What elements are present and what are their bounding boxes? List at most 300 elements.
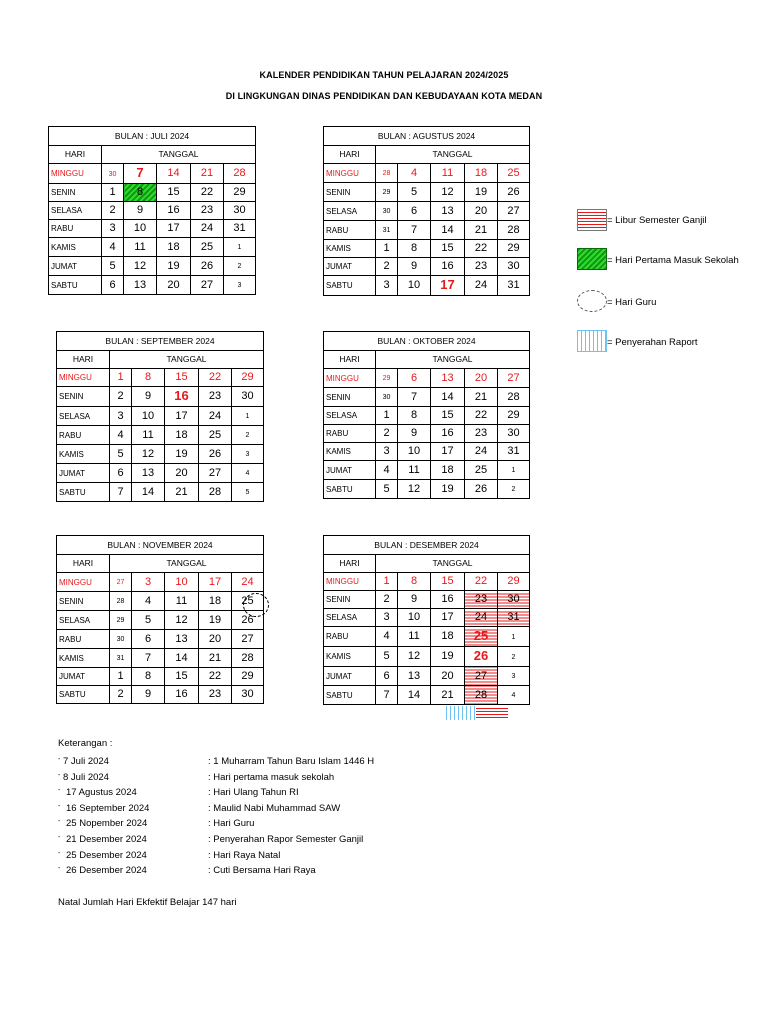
bullet: - <box>58 834 61 841</box>
date-cell: 9 <box>124 202 157 220</box>
bullet: - <box>58 787 61 795</box>
date-cell: 29 <box>232 668 264 686</box>
footer-note: Natal Jumlah Hari Ekfektif Belajar 147 hari <box>58 897 237 908</box>
date-cell: 10 <box>398 443 431 461</box>
date-cell: 26 <box>191 257 224 276</box>
month-header: BULAN : NOVEMBER 2024 <box>57 536 264 555</box>
day-name: JUMAT <box>324 667 376 686</box>
tanggal-header: TANGGAL <box>110 351 264 369</box>
date-cell: 15 <box>157 184 191 202</box>
date-cell: 13 <box>431 369 465 388</box>
date-cell: 14 <box>398 686 431 705</box>
date-cell: 22 <box>465 240 498 258</box>
date-cell: 8 <box>124 184 157 202</box>
date-cell: 21 <box>465 388 498 407</box>
date-cell: 1 <box>110 668 132 686</box>
date-cell: 2 <box>110 387 132 407</box>
date-cell: 23 <box>465 425 498 443</box>
date-cell: 23 <box>465 591 498 609</box>
day-name: SABTU <box>57 686 110 704</box>
date-cell: 30 <box>110 630 132 649</box>
day-name: MINGGU <box>324 369 376 388</box>
date-cell: 29 <box>376 183 398 202</box>
bullet: - <box>58 818 61 826</box>
month-header: BULAN : DESEMBER 2024 <box>324 536 530 555</box>
day-name: JUMAT <box>57 668 110 686</box>
date-cell: 22 <box>465 573 498 591</box>
date-cell: 26 <box>199 445 232 464</box>
day-name: SELASA <box>49 202 102 220</box>
note-desc: : Maulid Nabi Muhammad SAW <box>208 802 341 814</box>
calendar-agustus <box>323 126 530 296</box>
date-cell: 23 <box>199 686 232 704</box>
day-name: KAMIS <box>49 238 102 257</box>
date-cell: 30 <box>102 164 124 184</box>
date-cell: 31 <box>224 220 256 238</box>
day-name: JUMAT <box>324 258 376 276</box>
date-cell: 6 <box>398 369 431 388</box>
date-cell: 23 <box>199 387 232 407</box>
date-cell: 26 <box>465 480 498 499</box>
date-cell: 4 <box>132 592 165 611</box>
date-cell: 30 <box>224 202 256 220</box>
date-cell: 21 <box>199 649 232 668</box>
note-date: 25 Nopember 2024 <box>66 818 148 830</box>
date-cell: 12 <box>398 480 431 499</box>
date-cell: 13 <box>431 202 465 221</box>
hari-header: HARI <box>324 555 376 573</box>
date-cell: 15 <box>431 240 465 258</box>
date-cell: 27 <box>110 573 132 592</box>
bullet: - <box>58 756 61 763</box>
bullet: - <box>58 771 61 779</box>
date-cell: 20 <box>465 369 498 388</box>
date-cell: 31 <box>498 609 530 627</box>
calendar-juli <box>48 126 256 295</box>
date-cell: 7 <box>124 164 157 184</box>
date-cell: 28 <box>199 483 232 502</box>
day-name: SABTU <box>324 686 376 705</box>
date-cell: 4 <box>498 686 530 705</box>
note-date: 7 Juli 2024 <box>63 756 109 767</box>
hari-header: HARI <box>57 555 110 573</box>
date-cell: 16 <box>157 202 191 220</box>
date-cell: 18 <box>199 592 232 611</box>
date-cell: 15 <box>431 407 465 425</box>
date-cell: 12 <box>398 647 431 667</box>
bullet: - <box>58 849 61 857</box>
legend-masuk: = Hari Pertama Masuk Sekolah <box>607 255 739 266</box>
date-cell: 29 <box>110 611 132 630</box>
date-cell: 21 <box>465 221 498 240</box>
date-cell: 2 <box>376 591 398 609</box>
date-cell: 20 <box>431 667 465 686</box>
date-cell: 20 <box>165 464 199 483</box>
note-desc: : 1 Muharram Tahun Baru Islam 1446 H <box>208 756 375 767</box>
date-cell: 27 <box>232 630 264 649</box>
day-name: KAMIS <box>324 443 376 461</box>
libur-swatch <box>577 209 607 231</box>
date-cell: 9 <box>132 387 165 407</box>
tanggal-header: TANGGAL <box>376 555 530 573</box>
date-cell: 1 <box>110 369 132 387</box>
date-cell: 5 <box>398 183 431 202</box>
tanggal-header: TANGGAL <box>376 351 530 369</box>
date-cell: 25 <box>465 461 498 480</box>
raport-mark <box>443 706 475 720</box>
date-cell: 21 <box>191 164 224 184</box>
date-cell: 2 <box>110 686 132 704</box>
month-header: BULAN : AGUSTUS 2024 <box>324 127 530 146</box>
date-cell: 16 <box>165 686 199 704</box>
date-cell: 15 <box>431 573 465 591</box>
date-cell: 18 <box>157 238 191 257</box>
date-cell: 27 <box>465 667 498 686</box>
date-cell: 19 <box>431 647 465 667</box>
date-cell: 8 <box>132 668 165 686</box>
date-cell: 13 <box>132 464 165 483</box>
date-cell: 3 <box>376 609 398 627</box>
note-desc: : Cuti Bersama Hari Raya <box>208 865 316 877</box>
hari-guru-circle-icon <box>243 593 269 617</box>
day-name: RABU <box>57 630 110 649</box>
day-name: SELASA <box>324 407 376 425</box>
date-cell: 30 <box>498 258 530 276</box>
date-cell: 2 <box>498 647 530 667</box>
date-cell: 22 <box>199 668 232 686</box>
date-cell: 19 <box>199 611 232 630</box>
hari-header: HARI <box>324 351 376 369</box>
day-name: KAMIS <box>324 240 376 258</box>
date-cell: 28 <box>376 164 398 183</box>
legend-guru: = Hari Guru <box>607 297 657 308</box>
date-cell: 17 <box>431 443 465 461</box>
date-cell: 3 <box>110 407 132 426</box>
date-cell: 16 <box>431 591 465 609</box>
note-date: 16 September 2024 <box>66 802 150 814</box>
legend-raport: = Penyerahan Raport <box>607 337 698 348</box>
date-cell: 30 <box>232 686 264 704</box>
keterangan-heading: Keterangan : <box>58 738 113 749</box>
date-cell: 4 <box>232 464 264 483</box>
date-cell: 28 <box>110 592 132 611</box>
day-name: JUMAT <box>324 461 376 480</box>
date-cell: 12 <box>431 183 465 202</box>
date-cell: 17 <box>431 609 465 627</box>
date-cell: 9 <box>398 591 431 609</box>
date-cell: 22 <box>191 184 224 202</box>
day-name: SENIN <box>324 388 376 407</box>
date-cell: 26 <box>232 611 264 630</box>
calendar-november <box>56 535 264 704</box>
date-cell: 20 <box>465 202 498 221</box>
date-cell: 1 <box>498 461 530 480</box>
date-cell: 10 <box>132 407 165 426</box>
note-date: 25 Desember 2024 <box>66 849 147 861</box>
date-cell: 29 <box>498 407 530 425</box>
date-cell: 29 <box>376 369 398 388</box>
day-name: RABU <box>49 220 102 238</box>
date-cell: 1 <box>102 184 124 202</box>
date-cell: 1 <box>376 573 398 591</box>
date-cell: 6 <box>102 276 124 295</box>
date-cell: 5 <box>376 480 398 499</box>
date-cell: 11 <box>132 426 165 445</box>
date-cell: 1 <box>232 407 264 426</box>
date-cell: 29 <box>224 184 256 202</box>
date-cell: 13 <box>398 667 431 686</box>
day-name: SABTU <box>324 480 376 499</box>
day-name: KAMIS <box>57 445 110 464</box>
date-cell: 30 <box>232 387 264 407</box>
date-cell: 1 <box>376 407 398 425</box>
date-cell: 19 <box>465 183 498 202</box>
date-cell: 18 <box>431 461 465 480</box>
date-cell: 3 <box>376 276 398 296</box>
date-cell: 7 <box>110 483 132 502</box>
date-cell: 27 <box>498 202 530 221</box>
date-cell: 4 <box>110 426 132 445</box>
date-cell: 2 <box>232 426 264 445</box>
note-desc: : Hari Raya Natal <box>208 849 281 861</box>
date-cell: 6 <box>110 464 132 483</box>
date-cell: 25 <box>191 238 224 257</box>
day-name: RABU <box>324 221 376 240</box>
bullet: - <box>58 865 61 873</box>
note-date: 26 Desember 2024 <box>66 865 147 877</box>
date-cell: 30 <box>376 202 398 221</box>
date-cell: 3 <box>132 573 165 592</box>
date-cell: 5 <box>232 483 264 502</box>
date-cell: 9 <box>398 425 431 443</box>
bullet: - <box>58 802 61 810</box>
date-cell: 16 <box>431 258 465 276</box>
day-name: RABU <box>57 426 110 445</box>
day-name: KAMIS <box>324 647 376 667</box>
day-name: RABU <box>324 425 376 443</box>
day-name: MINGGU <box>57 369 110 387</box>
calendar-desember <box>323 535 530 705</box>
day-name: RABU <box>324 627 376 647</box>
day-name: SENIN <box>324 183 376 202</box>
date-cell: 12 <box>132 445 165 464</box>
date-cell: 2 <box>498 480 530 499</box>
date-cell: 19 <box>431 480 465 499</box>
hari-header: HARI <box>49 146 102 164</box>
date-cell: 25 <box>465 627 498 647</box>
date-cell: 6 <box>376 667 398 686</box>
date-cell: 14 <box>431 221 465 240</box>
date-cell: 18 <box>431 627 465 647</box>
day-name: SABTU <box>57 483 110 502</box>
calendar-oktober <box>323 331 530 499</box>
date-cell: 2 <box>102 202 124 220</box>
date-cell: 23 <box>465 258 498 276</box>
date-cell: 7 <box>398 221 431 240</box>
date-cell: 7 <box>132 649 165 668</box>
date-cell: 10 <box>398 609 431 627</box>
date-cell: 17 <box>157 220 191 238</box>
date-cell: 8 <box>132 369 165 387</box>
date-cell: 19 <box>165 445 199 464</box>
day-name: MINGGU <box>324 164 376 183</box>
date-cell: 16 <box>165 387 199 407</box>
date-cell: 18 <box>165 426 199 445</box>
date-cell: 10 <box>398 276 431 296</box>
day-name: SENIN <box>57 387 110 407</box>
date-cell: 5 <box>110 445 132 464</box>
date-cell: 29 <box>498 240 530 258</box>
date-cell: 17 <box>431 276 465 296</box>
date-cell: 1 <box>376 240 398 258</box>
date-cell: 17 <box>199 573 232 592</box>
date-cell: 26 <box>465 647 498 667</box>
date-cell: 29 <box>232 369 264 387</box>
date-cell: 6 <box>132 630 165 649</box>
date-cell: 8 <box>398 407 431 425</box>
date-cell: 24 <box>199 407 232 426</box>
note-desc: : Hari pertama masuk sekolah <box>208 771 335 783</box>
date-cell: 25 <box>498 164 530 183</box>
date-cell: 5 <box>132 611 165 630</box>
date-cell: 27 <box>191 276 224 295</box>
date-cell: 11 <box>124 238 157 257</box>
date-cell: 4 <box>102 238 124 257</box>
hari-header: HARI <box>57 351 110 369</box>
tanggal-header: TANGGAL <box>376 146 530 164</box>
note-date: 8 Juli 2024 <box>63 771 109 783</box>
date-cell: 14 <box>157 164 191 184</box>
date-cell: 11 <box>398 627 431 647</box>
day-name: SELASA <box>324 609 376 627</box>
day-name: SELASA <box>57 611 110 630</box>
date-cell: 30 <box>498 425 530 443</box>
date-cell: 27 <box>498 369 530 388</box>
date-cell: 24 <box>232 573 264 592</box>
date-cell: 21 <box>431 686 465 705</box>
date-cell: 17 <box>165 407 199 426</box>
date-cell: 3 <box>102 220 124 238</box>
day-name: SENIN <box>49 184 102 202</box>
date-cell: 10 <box>124 220 157 238</box>
date-cell: 24 <box>465 609 498 627</box>
date-cell: 12 <box>124 257 157 276</box>
date-cell: 6 <box>398 202 431 221</box>
date-cell: 14 <box>165 649 199 668</box>
date-cell: 10 <box>165 573 199 592</box>
date-cell: 23 <box>191 202 224 220</box>
date-cell: 7 <box>376 686 398 705</box>
date-cell: 15 <box>165 668 199 686</box>
raport-swatch <box>577 330 607 352</box>
date-cell: 2 <box>376 425 398 443</box>
date-cell: 25 <box>199 426 232 445</box>
date-cell: 9 <box>132 686 165 704</box>
date-cell: 25 <box>232 592 264 611</box>
note-desc: : Penyerahan Rapor Semester Ganjil <box>208 834 364 845</box>
date-cell: 18 <box>465 164 498 183</box>
date-cell: 5 <box>376 647 398 667</box>
document-subtitle: DI LINGKUNGAN DINAS PENDIDIKAN DAN KEBUDAYAAN KOTA MEDAN <box>225 91 543 101</box>
day-name: JUMAT <box>49 257 102 276</box>
date-cell: 3 <box>224 276 256 295</box>
masuk-swatch <box>577 248 607 270</box>
date-cell: 27 <box>199 464 232 483</box>
date-cell: 24 <box>465 443 498 461</box>
day-name: MINGGU <box>324 573 376 591</box>
libur-mark <box>476 706 508 718</box>
date-cell: 3 <box>498 667 530 686</box>
date-cell: 9 <box>398 258 431 276</box>
date-cell: 7 <box>398 388 431 407</box>
date-cell: 14 <box>431 388 465 407</box>
date-cell: 28 <box>498 221 530 240</box>
hari-header: HARI <box>324 146 376 164</box>
date-cell: 20 <box>157 276 191 295</box>
document-title: KALENDER PENDIDIKAN TAHUN PELAJARAN 2024/2025 <box>259 70 509 80</box>
day-name: SABTU <box>49 276 102 295</box>
month-header: BULAN : SEPTEMBER 2024 <box>57 332 264 351</box>
date-cell: 8 <box>398 240 431 258</box>
date-cell: 1 <box>224 238 256 257</box>
note-date: 17 Agustus 2024 <box>66 787 137 799</box>
date-cell: 2 <box>224 257 256 276</box>
date-cell: 12 <box>165 611 199 630</box>
date-cell: 11 <box>398 461 431 480</box>
date-cell: 3 <box>232 445 264 464</box>
tanggal-header: TANGGAL <box>102 146 256 164</box>
day-name: SELASA <box>324 202 376 221</box>
date-cell: 4 <box>376 627 398 647</box>
day-name: SABTU <box>324 276 376 296</box>
note-desc: : Hari Ulang Tahun RI <box>208 787 299 799</box>
date-cell: 28 <box>224 164 256 184</box>
date-cell: 15 <box>165 369 199 387</box>
guru-circle-icon <box>577 290 607 312</box>
calendar-september <box>56 331 264 502</box>
date-cell: 14 <box>132 483 165 502</box>
date-cell: 11 <box>165 592 199 611</box>
tanggal-header: TANGGAL <box>110 555 264 573</box>
day-name: KAMIS <box>57 649 110 668</box>
date-cell: 1 <box>498 627 530 647</box>
date-cell: 31 <box>110 649 132 668</box>
note-desc: : Hari Guru <box>208 818 255 830</box>
date-cell: 24 <box>465 276 498 296</box>
date-cell: 31 <box>498 443 530 461</box>
legend-libur: = Libur Semester Ganjil <box>607 215 707 226</box>
month-header: BULAN : JULI 2024 <box>49 127 256 146</box>
date-cell: 30 <box>498 591 530 609</box>
day-name: SENIN <box>57 592 110 611</box>
day-name: JUMAT <box>57 464 110 483</box>
date-cell: 4 <box>398 164 431 183</box>
date-cell: 8 <box>398 573 431 591</box>
day-name: MINGGU <box>57 573 110 592</box>
day-name: SELASA <box>57 407 110 426</box>
date-cell: 31 <box>498 276 530 296</box>
date-cell: 21 <box>165 483 199 502</box>
month-header: BULAN : OKTOBER 2024 <box>324 332 530 351</box>
date-cell: 13 <box>165 630 199 649</box>
date-cell: 28 <box>498 388 530 407</box>
note-date: 21 Desember 2024 <box>66 834 147 845</box>
date-cell: 19 <box>157 257 191 276</box>
date-cell: 4 <box>376 461 398 480</box>
date-cell: 11 <box>431 164 465 183</box>
day-name: MINGGU <box>49 164 102 184</box>
date-cell: 2 <box>376 258 398 276</box>
